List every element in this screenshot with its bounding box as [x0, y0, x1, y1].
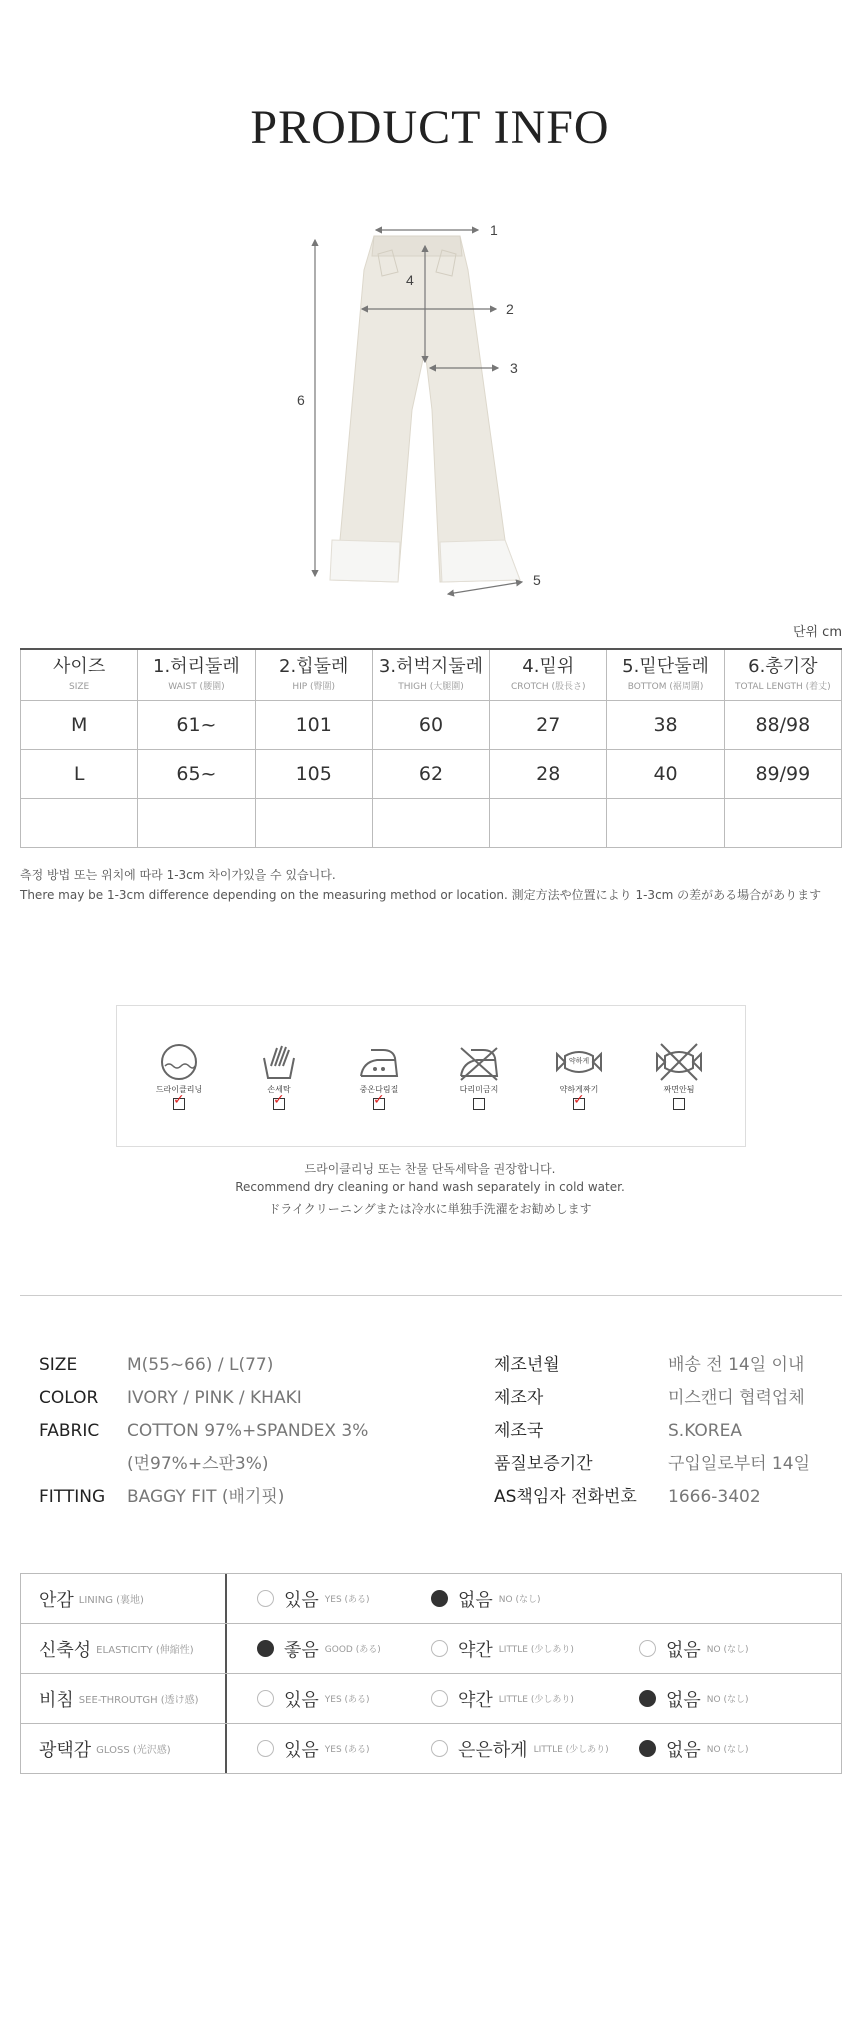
- property-subname: ELASTICITY (伸縮性): [96, 1645, 194, 1656]
- property-label: [21, 1624, 227, 1673]
- option-sublabel: LITTLE (少しあり): [498, 1695, 574, 1705]
- table-cell: 60: [372, 701, 489, 750]
- table-cell: 27: [490, 701, 607, 750]
- size-table-header: [607, 649, 724, 701]
- property-option: [431, 1624, 574, 1673]
- size-table-header: [724, 649, 841, 701]
- unit-label: 단위 cm: [792, 625, 842, 640]
- spec-value: COTTON 97%+SPANDEX 3%: [127, 1421, 369, 1441]
- header-label: 4.밑위: [522, 656, 575, 677]
- care-label: 중온다림질: [359, 1085, 399, 1094]
- care-item: [139, 1042, 219, 1110]
- property-row: [21, 1574, 841, 1624]
- option-label: 없음: [666, 1739, 701, 1761]
- header-sublabel: CROTCH (股長さ): [511, 682, 586, 692]
- care-checkbox: [373, 1098, 385, 1110]
- table-cell: 65~: [138, 750, 255, 799]
- spec-value: M(55~66) / L(77): [127, 1355, 274, 1375]
- spec-value: S.KOREA: [668, 1421, 742, 1441]
- option-label: 은은하게: [458, 1739, 528, 1761]
- spec-value: BAGGY FIT (배기핏): [127, 1487, 285, 1507]
- radio-indicator: [639, 1640, 656, 1657]
- spec-key: 제조자: [494, 1388, 544, 1408]
- measure-label-5: 5: [533, 572, 541, 588]
- size-table-header: [21, 649, 138, 701]
- option-sublabel: NO (なし): [706, 1745, 749, 1755]
- no-iron-icon: [439, 1042, 519, 1082]
- property-name: 신축성: [39, 1639, 92, 1661]
- spec-key: AS책임자 전화번호: [494, 1487, 637, 1507]
- size-table: [20, 648, 842, 848]
- table-cell: [724, 799, 841, 848]
- header-label: 6.총기장: [748, 656, 818, 677]
- table-cell: 89/99: [724, 750, 841, 799]
- pants-measurement-illustration: [0, 210, 860, 610]
- section-divider: [20, 1295, 842, 1296]
- property-option: [257, 1624, 381, 1673]
- care-icon-text: 약하게: [568, 1057, 590, 1065]
- radio-indicator: [431, 1640, 448, 1657]
- gentle-wring-icon: [539, 1042, 619, 1082]
- care-item: [439, 1042, 519, 1110]
- radio-indicator: [431, 1590, 448, 1607]
- header-label: 5.밑단둘레: [622, 656, 709, 677]
- measure-label-4: 4: [406, 272, 414, 288]
- table-row: [21, 799, 842, 848]
- care-checkbox: [173, 1098, 185, 1110]
- iron-medium-icon: [339, 1042, 419, 1082]
- option-sublabel: YES (ある): [324, 1695, 370, 1705]
- measure-label-1: 1: [490, 222, 498, 238]
- header-label: 3.허벅지둘레: [378, 656, 484, 677]
- header-sublabel: TOTAL LENGTH (着丈): [735, 682, 831, 692]
- radio-indicator: [639, 1690, 656, 1707]
- option-sublabel: YES (ある): [324, 1595, 370, 1605]
- care-label: 약하게짜기: [559, 1085, 599, 1094]
- header-sublabel: SIZE: [69, 682, 90, 692]
- care-label: 드라이클리닝: [155, 1085, 203, 1094]
- option-label: 있음: [284, 1689, 319, 1711]
- option-label: 없음: [666, 1639, 701, 1661]
- spec-key: FABRIC: [39, 1421, 100, 1441]
- care-note-ko: 드라이클리닝 또는 찬물 단독세탁을 권장합니다.: [304, 1162, 556, 1176]
- spec-value: 미스캔디 협력업체: [668, 1388, 805, 1408]
- property-option: [431, 1674, 574, 1723]
- table-cell: 62: [372, 750, 489, 799]
- care-label: 짜면안됨: [663, 1085, 695, 1094]
- option-sublabel: LITTLE (少しあり): [498, 1645, 574, 1655]
- care-checkbox: [273, 1098, 285, 1110]
- size-table-header: [490, 649, 607, 701]
- option-label: 있음: [284, 1739, 319, 1761]
- property-option: [257, 1724, 370, 1773]
- care-note-en: Recommend dry cleaning or hand wash separately in cold water.: [235, 1180, 625, 1194]
- table-cell: 105: [255, 750, 372, 799]
- spec-key: FITTING: [39, 1487, 106, 1507]
- care-item: [639, 1042, 719, 1110]
- option-sublabel: NO (なし): [498, 1595, 541, 1605]
- measure-note-ko: 측정 방법 또는 위치에 따라 1-3cm 차이가있을 수 있습니다.: [20, 868, 336, 882]
- radio-indicator: [431, 1690, 448, 1707]
- property-name: 안감: [39, 1589, 74, 1611]
- table-cell: [490, 799, 607, 848]
- header-sublabel: THIGH (大腿圍): [398, 682, 464, 692]
- care-label: 손세탁: [267, 1085, 291, 1094]
- property-subname: GLOSS (光沢感): [96, 1745, 171, 1756]
- radio-indicator: [257, 1690, 274, 1707]
- property-subname: SEE-THROUTGH (透け感): [78, 1695, 199, 1706]
- spec-value: 1666-3402: [668, 1487, 761, 1507]
- no-wring-icon: [639, 1042, 719, 1082]
- table-cell: [372, 799, 489, 848]
- header-sublabel: BOTTOM (裾周圍): [627, 682, 704, 692]
- table-cell: 61~: [138, 701, 255, 750]
- care-item: [239, 1042, 319, 1110]
- table-cell: [255, 799, 372, 848]
- table-cell: M: [21, 701, 138, 750]
- spec-key: COLOR: [39, 1388, 99, 1408]
- property-label: [21, 1724, 227, 1773]
- care-label: 다리미금지: [459, 1085, 499, 1094]
- radio-indicator: [639, 1740, 656, 1757]
- spec-value: (면97%+스판3%): [127, 1454, 269, 1474]
- property-name: 비침: [39, 1689, 74, 1711]
- table-cell: L: [21, 750, 138, 799]
- property-option: [639, 1674, 748, 1723]
- option-sublabel: NO (なし): [706, 1695, 749, 1705]
- header-label: 1.허리둘레: [153, 656, 240, 677]
- property-option: [639, 1624, 748, 1673]
- spec-key: 품질보증기간: [494, 1454, 593, 1474]
- size-table-header: [255, 649, 372, 701]
- spec-value: 구입일로부터 14일: [668, 1454, 810, 1474]
- option-sublabel: GOOD (ある): [324, 1645, 381, 1655]
- table-cell: 88/98: [724, 701, 841, 750]
- table-cell: 101: [255, 701, 372, 750]
- size-table-header: [138, 649, 255, 701]
- option-label: 있음: [284, 1589, 319, 1611]
- table-cell: 40: [607, 750, 724, 799]
- property-option: [431, 1574, 540, 1623]
- spec-value: 배송 전 14일 이내: [668, 1355, 805, 1375]
- header-sublabel: HIP (臀圍): [292, 682, 336, 692]
- property-label: [21, 1674, 227, 1723]
- table-cell: [607, 799, 724, 848]
- hand-wash-icon: [239, 1042, 319, 1082]
- radio-indicator: [257, 1640, 274, 1657]
- measure-label-3: 3: [510, 360, 518, 376]
- radio-indicator: [257, 1590, 274, 1607]
- property-row: [21, 1674, 841, 1724]
- measure-label-2: 2: [506, 301, 514, 317]
- option-label: 없음: [458, 1589, 493, 1611]
- property-option: [257, 1674, 370, 1723]
- property-subname: LINING (裏地): [78, 1595, 144, 1606]
- table-row: [21, 701, 842, 750]
- care-checkbox: [673, 1098, 685, 1110]
- spec-key: SIZE: [39, 1355, 78, 1375]
- table-cell: [138, 799, 255, 848]
- care-checkbox: [573, 1098, 585, 1110]
- care-item: [339, 1042, 419, 1110]
- option-label: 약간: [458, 1639, 493, 1661]
- option-sublabel: NO (なし): [706, 1645, 749, 1655]
- spec-key: 제조국: [494, 1421, 544, 1441]
- property-option: [431, 1724, 609, 1773]
- property-option: [639, 1724, 748, 1773]
- property-label: [21, 1574, 227, 1623]
- measure-note-en: There may be 1-3cm difference depending on the measuring method or location. 測定方法や位置により 1-3cm の差がある場合があります: [20, 888, 822, 902]
- table-cell: 28: [490, 750, 607, 799]
- care-instructions-box: [116, 1005, 746, 1147]
- property-option: [257, 1574, 370, 1623]
- material-properties-table: [20, 1573, 842, 1774]
- property-row: [21, 1724, 841, 1773]
- care-note-ja: ドライクリーニングまたは冷水に単独手洗濯をお勧めします: [268, 1202, 592, 1216]
- radio-indicator: [257, 1740, 274, 1757]
- dry-clean-icon: [139, 1042, 219, 1082]
- table-row: [21, 750, 842, 799]
- option-label: 약간: [458, 1689, 493, 1711]
- header-sublabel: WAIST (腰圍): [168, 682, 225, 692]
- spec-value: IVORY / PINK / KHAKI: [127, 1388, 302, 1408]
- table-cell: 38: [607, 701, 724, 750]
- property-name: 광택감: [39, 1739, 92, 1761]
- care-item: [539, 1042, 619, 1110]
- spec-key: 제조년월: [494, 1355, 560, 1375]
- property-row: [21, 1624, 841, 1674]
- size-table-header: [372, 649, 489, 701]
- measure-label-6: 6: [297, 392, 305, 408]
- page-title: PRODUCT INFO: [250, 101, 610, 154]
- care-checkbox: [473, 1098, 485, 1110]
- header-label: 사이즈: [53, 656, 106, 677]
- table-cell: [21, 799, 138, 848]
- option-label: 좋음: [284, 1639, 319, 1661]
- option-label: 없음: [666, 1689, 701, 1711]
- option-sublabel: LITTLE (少しあり): [533, 1745, 609, 1755]
- header-label: 2.힙둘레: [279, 656, 349, 677]
- option-sublabel: YES (ある): [324, 1745, 370, 1755]
- radio-indicator: [431, 1740, 448, 1757]
